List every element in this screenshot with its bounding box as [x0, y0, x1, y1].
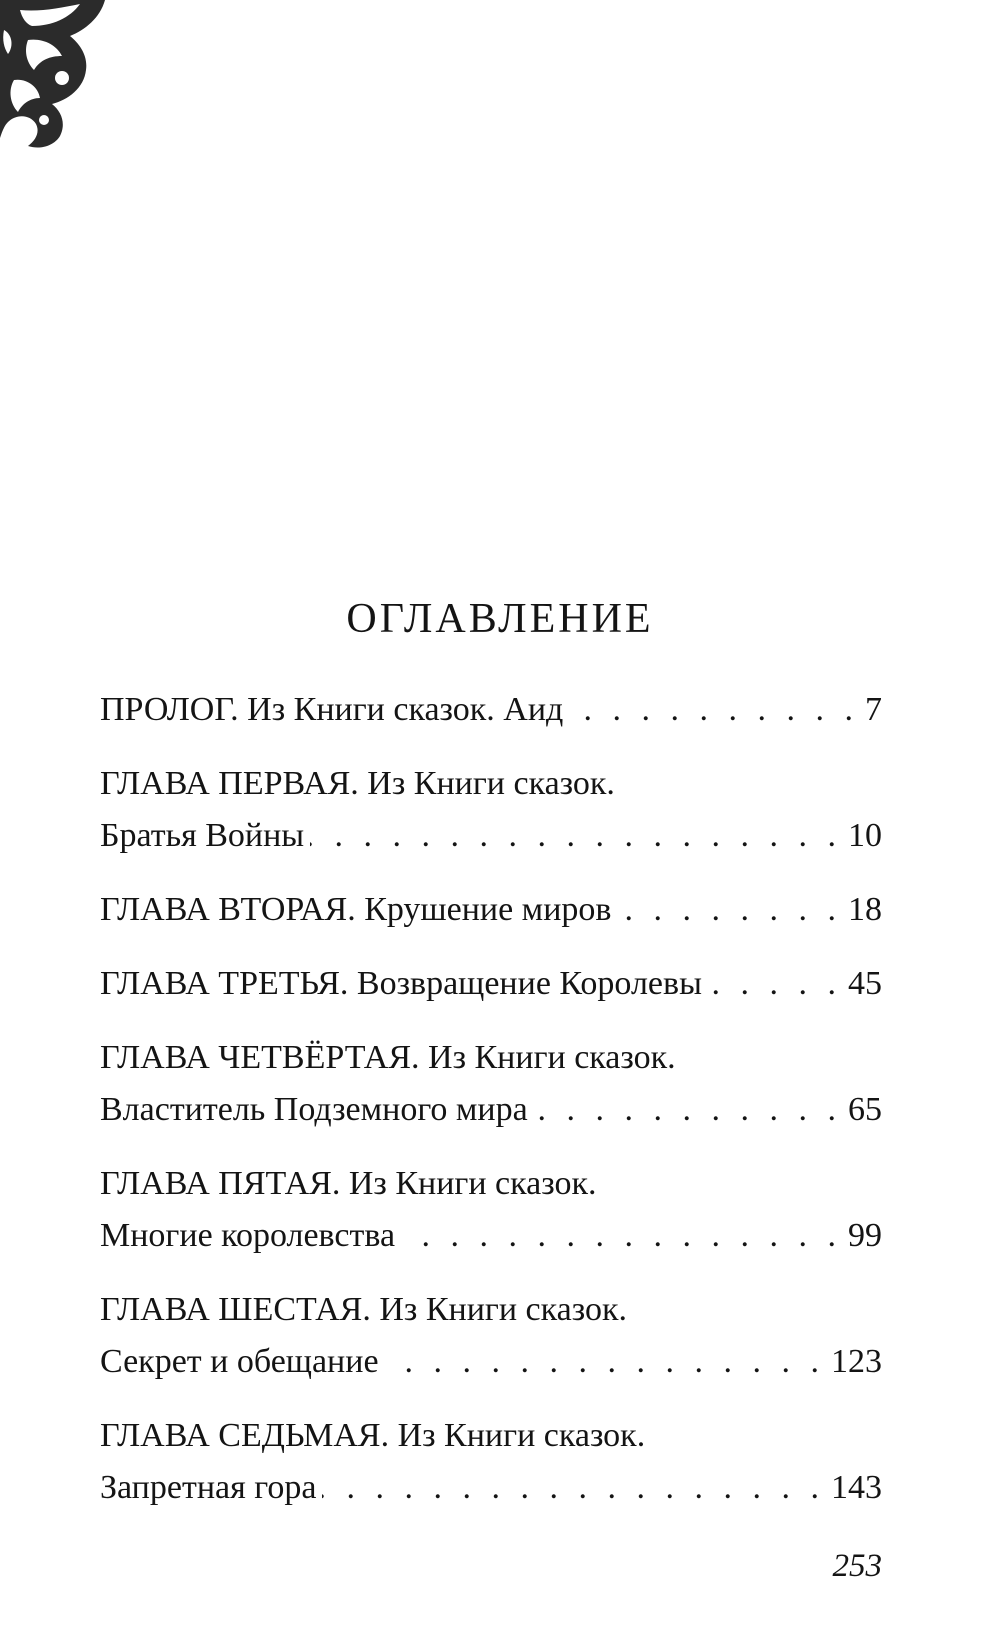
toc-entry-row: [100, 1336, 882, 1388]
toc-entry-page: 45: [848, 965, 882, 1002]
dot-leader: [534, 1084, 842, 1136]
dot-leader: [322, 1462, 825, 1514]
toc-entry-page: 7: [865, 691, 882, 728]
toc-entry: [100, 884, 882, 936]
toc-list: [100, 684, 882, 1536]
toc-entry-heading: ГЛАВА ПЯТАЯ. Из Книги сказок.: [100, 1165, 597, 1202]
dot-leader: [385, 1336, 825, 1388]
toc-entry-heading: ГЛАВА ЧЕТВЁРТАЯ. Из Книги сказок.: [100, 1039, 676, 1076]
toc-entry-title: ГЛАВА ТРЕТЬЯ. Возвращение Королевы: [100, 965, 702, 1002]
toc-entry-title: Запретная гора: [100, 1469, 317, 1506]
toc-entry-page: 65: [848, 1091, 882, 1128]
toc-entry-page: 99: [848, 1217, 882, 1254]
toc-entry: [100, 1410, 882, 1514]
toc-entry: [100, 958, 882, 1010]
toc-entry-title: ГЛАВА ВТОРАЯ. Крушение миров: [100, 891, 612, 928]
toc-entry-page: 10: [848, 817, 882, 854]
toc-entry-heading: ГЛАВА ШЕСТАЯ. Из Книги сказок.: [100, 1291, 627, 1328]
toc-entry: [100, 1032, 882, 1136]
toc-entry-title: Многие королевства: [100, 1217, 396, 1254]
toc-entry-page: 18: [848, 891, 882, 928]
toc-entry-row: [100, 810, 882, 862]
dot-leader: [401, 1210, 842, 1262]
page-number: 253: [832, 1548, 882, 1584]
toc-entry-title: Секрет и обещание: [100, 1343, 379, 1380]
toc-entry: [100, 1158, 882, 1262]
toc-entry-page: 143: [831, 1469, 882, 1506]
dot-leader: [708, 958, 842, 1010]
toc-entry-row: [100, 1084, 882, 1136]
toc-entry-row: [100, 884, 882, 936]
toc-entry-row: [100, 958, 882, 1010]
toc-title: ОГЛАВЛЕНИЕ: [346, 596, 654, 642]
dot-leader: [569, 684, 859, 736]
toc-entry-title: ПРОЛОГ. Из Книги сказок. Аид: [100, 691, 564, 728]
toc-entry-heading: ГЛАВА ПЕРВАЯ. Из Книги сказок.: [100, 765, 615, 802]
toc-entry-row: [100, 1462, 882, 1514]
toc-entry-title: Братья Войны: [100, 817, 305, 854]
toc-entry-title: Властитель Подземного мира: [100, 1091, 528, 1128]
toc-entry: [100, 1284, 882, 1388]
toc-entry-heading: ГЛАВА СЕДЬМАЯ. Из Книги сказок.: [100, 1417, 646, 1454]
toc-entry: [100, 684, 882, 736]
dot-leader: [617, 884, 842, 936]
toc-entry-page: 123: [831, 1343, 882, 1380]
toc-entry-row: [100, 1210, 882, 1262]
toc-entry-row: [100, 684, 882, 736]
dot-leader: [310, 810, 842, 862]
toc-entry: [100, 758, 882, 862]
corner-ornament-icon: [0, 0, 120, 150]
